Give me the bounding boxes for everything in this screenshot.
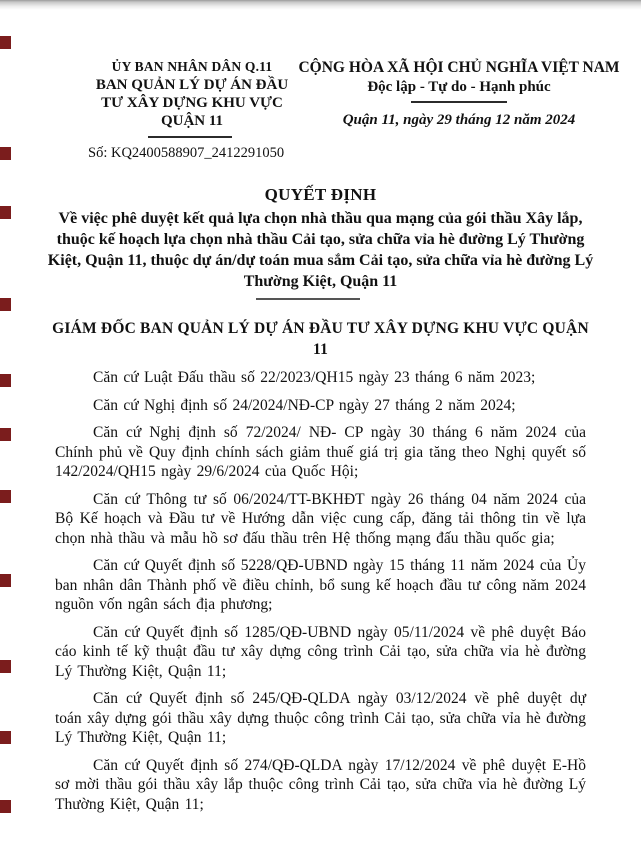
body-paragraph: Căn cứ Nghị định số 72/2024/ NĐ- CP ngày 30 tháng 6 năm 2024 của Chính phủ về Quy định chính sách giảm thuế giá trị gia tăng theo Nghị quyết số 142/2024/QH15 ngày 29/6/2024 của Quốc Hội; — [55, 424, 586, 480]
scan-edge-mark — [0, 36, 11, 49]
agency-parent-name: ỦY BAN NHÂN DÂN Q.11 — [111, 59, 273, 74]
body-paragraph: Căn cứ Luật Đấu thầu số 22/2023/QH15 ngày 23 tháng 6 năm 2023; — [93, 369, 536, 386]
scan-edge-mark — [0, 660, 11, 673]
document-body — [55, 368, 586, 822]
scan-edge-mark — [0, 800, 11, 813]
agency-name-line-3: QUẬN 11 — [160, 113, 224, 129]
motto-underline — [411, 101, 507, 103]
document-subject: Về việc phê duyệt kết quả lựa chọn nhà thầu qua mạng của gói thầu Xây lắp, thuộc kế hoạch lựa chọn nhà thầu Cải tạo, sửa chữa vỉa hè đường Lý Thường Kiệt, Quận 11, thuộc dự án/dự toán mua sắm Cải tạo, sửa chữa vỉa hè đường Lý Thường Kiệt, Quận 11 — [47, 210, 594, 290]
agency-underline — [148, 136, 232, 138]
place-and-date: Quận 11, ngày 29 tháng 12 năm 2024 — [342, 112, 576, 128]
header-national-block — [285, 58, 633, 97]
page-top-shadow — [0, 0, 641, 10]
body-paragraph: Căn cứ Quyết định số 5228/QĐ-UBND ngày 15 tháng 11 năm 2024 của Ủy ban nhân dân Thành phố về điều chỉnh, bổ sung kế hoạch đầu tư công năm 2024 nguồn vốn ngân sách địa phương; — [55, 557, 586, 613]
scan-edge-mark — [0, 206, 11, 219]
scan-edge-mark — [0, 298, 11, 311]
scan-edge-mark — [0, 574, 11, 587]
header-issuing-agency — [83, 58, 301, 130]
scan-edge-mark — [0, 731, 11, 744]
agency-name-line-1: BAN QUẢN LÝ DỰ ÁN ĐẦU — [95, 77, 289, 93]
scan-edge-mark — [0, 428, 11, 441]
agency-name-line-2: TƯ XÂY DỰNG KHU VỰC — [101, 95, 283, 111]
scan-edge-mark — [0, 490, 11, 503]
national-motto: Độc lập - Tự do - Hạnh phúc — [367, 79, 551, 95]
issuer-heading: GIÁM ĐỐC BAN QUẢN LÝ DỰ ÁN ĐẦU TƯ XÂY DỰNG KHU VỰC QUẬN 11 — [52, 320, 589, 358]
scan-edge-mark — [0, 374, 11, 387]
subject-divider — [256, 298, 360, 300]
scan-edge-mark — [0, 147, 11, 160]
body-paragraph: Căn cứ Thông tư số 06/2024/TT-BKHĐT ngày 26 tháng 04 năm 2024 của Bộ Kế hoạch và Đầu tư về Hướng dẫn việc cung cấp, đăng tải thông tin về lựa chọn nhà thầu và mẫu hồ sơ đấu thầu trên Hệ thống mạng đấu thầu quốc gia; — [55, 490, 586, 547]
body-paragraph: Căn cứ Quyết định số 1285/QĐ-UBND ngày 05/11/2024 về phê duyệt Báo cáo kinh tế kỹ thuật đầu tư xây dựng công trình Cải tạo, sửa chữa vỉa hè đường Lý Thường Kiệt, Quận 11; — [55, 623, 586, 680]
body-paragraph: Căn cứ Nghị định số 24/2024/NĐ-CP ngày 27 tháng 2 năm 2024; — [93, 396, 516, 414]
document-title: QUYẾT ĐỊNH — [264, 185, 377, 204]
document-number: Số: KQ2400588907_2412291050 — [88, 145, 285, 161]
national-title: CỘNG HÒA XÃ HỘI CHỦ NGHĨA VIỆT NAM — [298, 59, 620, 76]
body-paragraph: Căn cứ Quyết định số 245/QĐ-QLDA ngày 03/12/2024 về phê duyệt dự toán xây dựng gói thầu xây dựng thuộc công trình Cải tạo, sửa chữa vỉa hè đường Lý Thường Kiệt, Quận 11; — [55, 690, 586, 746]
body-paragraph: Căn cứ Quyết định số 274/QĐ-QLDA ngày 17/12/2024 về phê duyệt E-Hồ sơ mời thầu gói thầu xây lắp thuộc công trình Cải tạo, sửa chữa vỉa hè đường Lý Thường Kiệt, Quận 11; — [55, 756, 586, 813]
